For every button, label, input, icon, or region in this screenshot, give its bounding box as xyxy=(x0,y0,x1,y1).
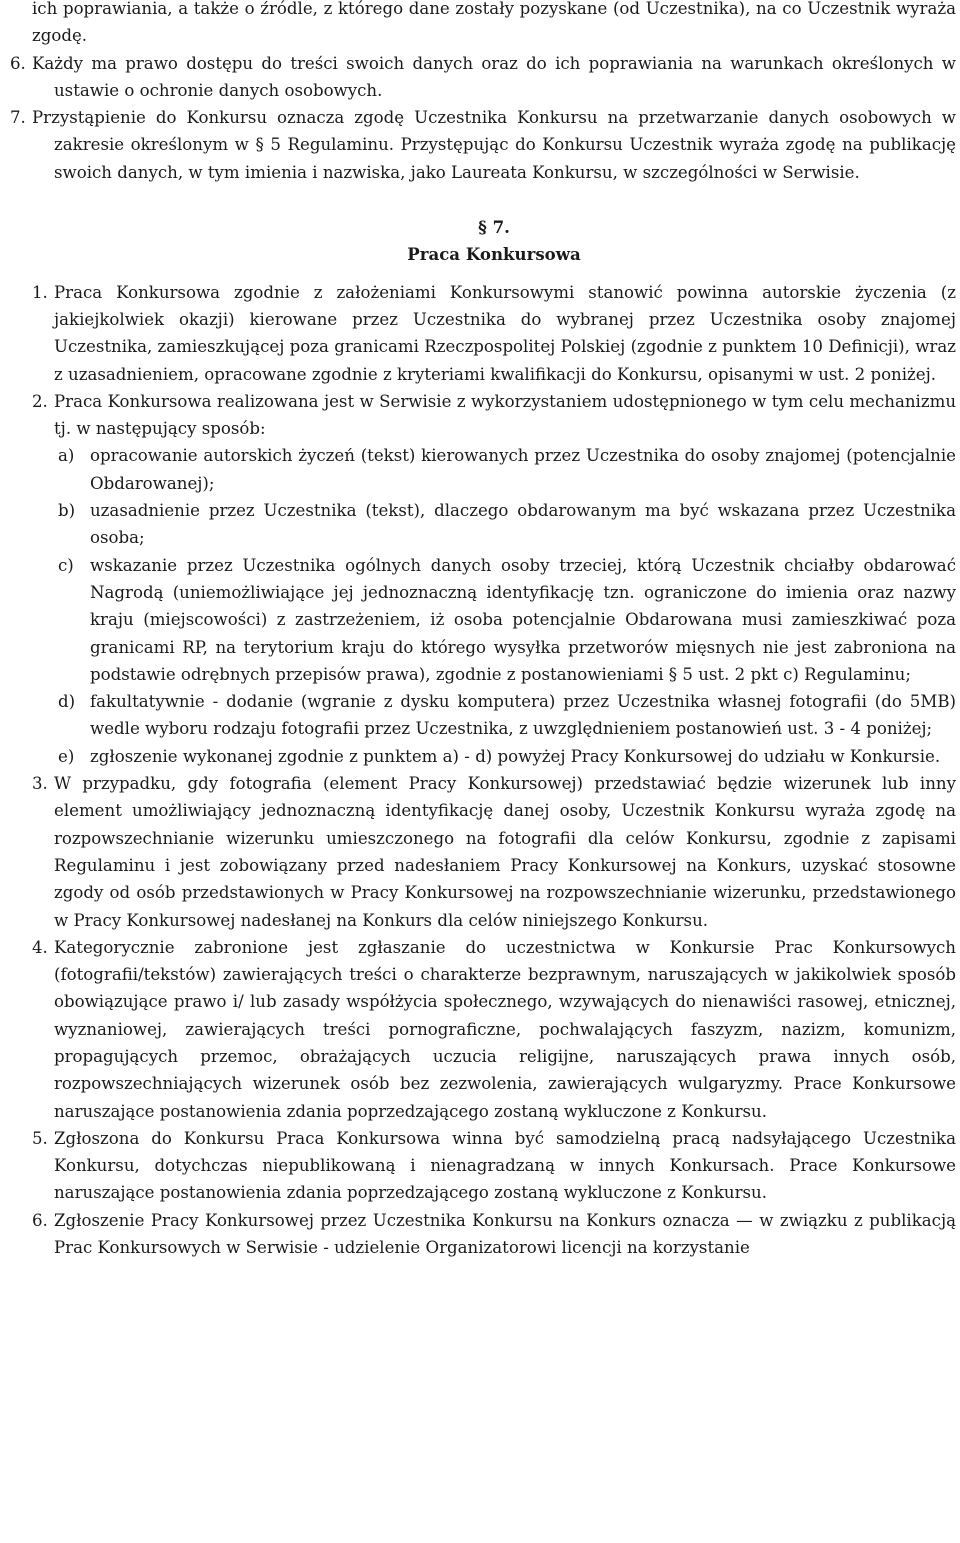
subitem-e-label: e) xyxy=(58,746,75,766)
item-1 xyxy=(1,279,956,388)
paragraph-7 xyxy=(10,104,956,186)
subitem-e xyxy=(32,743,956,770)
item-2-text: Praca Konkursowa realizowana jest w Serwisie z wykorzystaniem udostępnionego w tym celu mechanizmu tj. w następujący sposób: xyxy=(54,391,956,439)
subitem-c-label: c) xyxy=(58,555,74,575)
subitem-c-text: wskazanie przez Uczestnika ogólnych danych osoby trzeciej, którą Uczestnik chciałby obdarować Nagrodą (uniemożliwiające jej jednoznaczną identyfikację tzn. ograniczone do imienia oraz nazwy kraju (miejscowości) z zastrzeżeniem, iż osoba potencjalnie Obdarowana musi zamieszkiwać poza granicami RP, na terytorium kraju do którego wysyłka przetworów mięsnych nie jest zabroniona na podstawie odrębnych przepisów prawa), zgodnie z postanowieniami § 5 ust. 2 pkt c) Regulaminu; xyxy=(90,555,956,684)
subitem-c xyxy=(32,552,956,688)
item-6-number: 6. xyxy=(32,1210,48,1230)
item-5-text: Zgłoszona do Konkursu Praca Konkursowa winna być samodzielną pracą nadsyłającego Uczestnika Konkursu, dotychczas niepublikowaną i nienagradzaną w innych Konkursach. Prace Konkursowe naruszające postanowienia zdania poprzedzającego zostaną wykluczone z Konkursu. xyxy=(54,1128,956,1203)
subitem-d xyxy=(32,688,956,743)
item-1-text: Praca Konkursowa zgodnie z założeniami Konkursowymi stanowić powinna autorskie życzenia (z jakiejkolwiek okazji) kierowane przez Uczestnika do wybranej przez Uczestnika osoby znajomej Uczestnika, zamieszkującej poza granicami Rzeczpospolitej Polskiej (zgodnie z punktem 10 Definicji), wraz z uzasadnieniem, opracowane zgodnie z kryteriami kwalifikacji do Konkursu, opisanymi w ust. 2 poniżej. xyxy=(54,282,956,384)
item-3-number: 3. xyxy=(32,774,48,794)
item-4-number: 4. xyxy=(32,937,48,957)
item-2 xyxy=(1,388,956,443)
subitem-b-label: b) xyxy=(58,501,76,521)
paragraph-6-number: 6. xyxy=(10,53,26,73)
section-title: Praca Konkursowa xyxy=(407,244,581,265)
section-number: § 7. xyxy=(478,217,510,238)
paragraph-6 xyxy=(10,50,956,105)
subitem-d-text: fakultatywnie - dodanie (wgranie z dysku komputera) przez Uczestnika własnej fotografii (do 5MB) wedle wyboru rodzaju fotografii przez Uczestnika, z uwzględnieniem postanowień ust. 3 - 4 poniżej; xyxy=(90,692,956,739)
subitem-b xyxy=(32,497,956,552)
item-6 xyxy=(1,1207,956,1262)
subitem-e-text: zgłoszenie wykonanej zgodnie z punktem a) - d) powyżej Pracy Konkursowej do udziału w Konkursie. xyxy=(90,746,941,766)
subitem-d-label: d) xyxy=(58,692,76,712)
paragraph-7-number: 7. xyxy=(10,108,26,128)
continued-paragraph-text: ich poprawiania, a także o źródle, z którego dane zostały pozyskane (od Uczestnika), na co Uczestnik wyraża zgodę. xyxy=(32,0,956,46)
document-body xyxy=(10,0,956,1261)
paragraph-7-text: Przystąpienie do Konkursu oznacza zgodę Uczestnika Konkursu na przetwarzanie danych osobowych w zakresie określonym w § 5 Regulaminu. Przystępując do Konkursu Uczestnik wyraża zgodę na publikację swoich danych, w tym imienia i nazwiska, jako Laureata Konkursu, w szczególności w Serwisie. xyxy=(32,108,956,182)
subitem-a-label: a) xyxy=(58,446,75,466)
subitem-a-text: opracowanie autorskich życzeń (tekst) kierowanych przez Uczestnika do osoby znajomej (potencjalnie Obdarowanej); xyxy=(90,446,956,493)
item-1-number: 1. xyxy=(32,282,48,302)
item-3 xyxy=(1,770,956,934)
item-2-number: 2. xyxy=(32,391,48,411)
item-4 xyxy=(1,934,956,1125)
paragraph-6-text: Każdy ma prawo dostępu do treści swoich danych oraz do ich poprawiania na warunkach określonych w ustawie o ochronie danych osobowych. xyxy=(32,53,956,100)
subitem-b-text: uzasadnienie przez Uczestnika (tekst), dlaczego obdarowanym ma być wskazana przez Uczestnika osoba; xyxy=(90,501,956,548)
item-5-number: 5. xyxy=(32,1128,48,1148)
item-3-text: W przypadku, gdy fotografia (element Pracy Konkursowej) przedstawiać będzie wizerunek lub inny element umożliwiający jednoznaczną identyfikację danej osoby, Uczestnik Konkursu wyraża zgodę na rozpowszechnianie wizerunku umieszczonego na fotografii dla celów Konkursu, zgodnie z zapisami Regulaminu i jest zobowiązany przed nadesłaniem Pracy Konkursowej na Konkurs, uzyskać stosowne zgody od osób przedstawionych w Pracy Konkursowej na rozpowszechnianie wizerunku, przedstawionego w Pracy Konkursowej nadesłanej na Konkurs dla celów niniejszego Konkursu. xyxy=(54,774,956,930)
subitem-a xyxy=(32,442,956,497)
item-4-text: Kategorycznie zabronione jest zgłaszanie do uczestnictwa w Konkursie Prac Konkursowych (fotografii/tekstów) zawierających treści o charakterze bezprawnym, naruszających w jakikolwiek sposób obowiązujące prawo i/ lub zasady współżycia społecznego, wzywających do nienawiści rasowej, etnicznej, wyznaniowej, zawierających treści pornograficzne, pochwalających faszyzm, nazizm, komunizm, propagujących przemoc, obrażających uczucia religijne, naruszających prawa innych osób, rozpowszechniających wizerunek osób bez zezwolenia, zawierających wulgaryzmy. Prace Konkursowe naruszające postanowienia zdania poprzedzającego zostaną wykluczone z Konkursu. xyxy=(54,937,956,1121)
item-5 xyxy=(1,1125,956,1207)
item-6-text: Zgłoszenie Pracy Konkursowej przez Uczestnika Konkursu na Konkurs oznacza — w związku z publikacją Prac Konkursowych w Serwisie - udzielenie Organizatorowi licencji na korzystanie xyxy=(54,1210,956,1258)
